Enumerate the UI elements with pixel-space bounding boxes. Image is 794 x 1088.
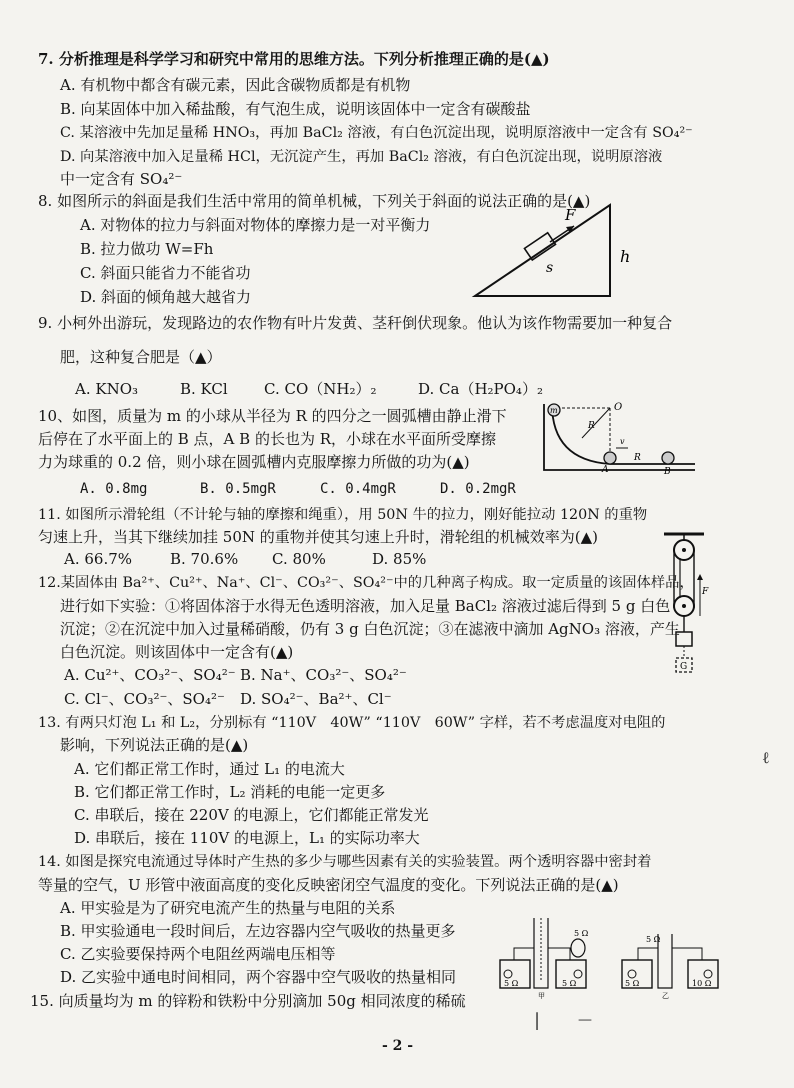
label-o: O <box>614 402 623 413</box>
q13-option-a: A. 它们都正常工作时，通过 L₁ 的电流大 <box>74 760 345 778</box>
q14-option-b: B. 甲实验通电一段时间后，左边容器内空气吸收的热量更多 <box>60 922 456 940</box>
q10-option-b: B. 0.5mgR <box>200 481 276 497</box>
q9-stem-line1: 9. 小柯外出游玩，发现路边的农作物有叶片发黄、茎秆倒伏现象。他认为该作物需要加一种复合 <box>38 314 673 332</box>
label-a: A <box>602 465 609 474</box>
q9-option-d: D. Ca（H₂PO₄）₂ <box>418 380 543 398</box>
q13-option-b: B. 它们都正常工作时，L₂ 消耗的电能一定更多 <box>74 783 386 801</box>
q11-option-a: A. 66.7% <box>64 550 133 568</box>
yi-resistor-right: 10 Ω <box>692 979 712 988</box>
arc-track-figure <box>530 398 700 474</box>
q10-stem-line1: 10、如图，质量为 m 的小球从半径为 R 的四分之一圆弧槽由静止滑下 <box>38 407 507 425</box>
q7-option-b: B. 向某固体中加入稀盐酸，有气泡生成，说明该固体中一定含有碳酸盐 <box>60 100 531 118</box>
q11-option-d: D. 85% <box>372 550 427 568</box>
q12-option-d: D. SO₄²⁻、Ba²⁺、Cl⁻ <box>240 690 392 708</box>
label-g: G <box>680 662 688 672</box>
q12-stem-line3: 沉淀；②在沉淀中加入过量稀硝酸，仍有 3 g 白色沉淀；③在滤液中滴加 AgNO₃ 溶液，产生 <box>60 620 680 638</box>
jia-resistor-right: 5 Ω <box>562 979 577 988</box>
q14-stem-line1: 14. 如图是探究电流通过导体时产生热的多少与哪些因素有关的实验装置。两个透明容器中密封着 <box>38 854 652 870</box>
q9-option-a: A. KNO₃ <box>75 380 139 398</box>
label-v: v <box>620 437 625 446</box>
q14-stem-line2: 等量的空气，U 形管中液面高度的变化反映密闭空气温度的变化。下列说法正确的是(▲) <box>38 876 619 894</box>
scan-mark: — <box>578 1012 592 1028</box>
q13-stem-line2: 影响，下列说法正确的是(▲) <box>60 736 249 754</box>
q10-option-d: D. 0.2mgR <box>440 481 516 497</box>
q11-option-c: C. 80% <box>272 550 326 568</box>
scan-mark: | <box>534 1010 541 1031</box>
yi-resistor-top: 5 Ω <box>646 935 661 944</box>
label-r2: R <box>634 453 641 463</box>
q7-stem: 7. 分析推理是科学学习和研究中常用的思维方法。下列分析推理正确的是(▲) <box>38 50 550 68</box>
q11-stem-line1: 11. 如图所示滑轮组（不计轮与轴的摩擦和绳重），用 50N 牛的拉力，刚好能拉动 120N 的重物 <box>38 507 648 523</box>
scan-mark: ℓ <box>762 748 770 767</box>
label-r1: R <box>588 421 595 431</box>
q9-option-c: C. CO（NH₂）₂ <box>264 380 377 398</box>
label-s: s <box>546 260 554 276</box>
label-h: h <box>620 247 631 266</box>
q11-option-b: B. 70.6% <box>170 550 239 568</box>
q10-option-a: A. 0.8mg <box>80 481 148 497</box>
label-f: F <box>565 206 576 224</box>
q14-option-c: C. 乙实验要保持两个电阻丝两端电压相等 <box>60 945 336 963</box>
q8-option-c: C. 斜面只能省力不能省功 <box>80 264 251 282</box>
q8-option-b: B. 拉力做功 W=Fh <box>80 240 214 258</box>
q15-stem-line1: 15. 向质量均为 m 的锌粉和铁粉中分别滴加 50g 相同浓度的稀硫 <box>30 992 466 1010</box>
q12-stem-line4: 白色沉淀。则该固体中一定含有(▲) <box>60 643 294 661</box>
q13-option-d: D. 串联后，接在 110V 的电源上，L₁ 的实际功率大 <box>74 829 420 847</box>
q12-stem-line2: 进行如下实验：①将固体溶于水得无色透明溶液，加入足量 BaCl₂ 溶液过滤后得到 5 g 白色 <box>60 597 671 615</box>
q7-option-a: A. 有机物中都含有碳元素，因此含碳物质都是有机物 <box>60 76 411 94</box>
q14-option-a: A. 甲实验是为了研究电流产生的热量与电阻的关系 <box>60 899 396 917</box>
q9-option-b: B. KCl <box>180 380 228 398</box>
q12-option-a: A. Cu²⁺、CO₃²⁻、SO₄²⁻ <box>64 666 236 684</box>
q7-option-d-line1: D. 向某溶液中加入足量稀 HCl，无沉淀产生，再加 BaCl₂ 溶液，有白色沉淀出现，说明原溶液 <box>60 149 663 165</box>
q14-option-d: D. 乙实验中通电时间相同，两个容器中空气吸收的热量相同 <box>60 968 457 986</box>
q7-option-d-line2: 中一定含有 SO₄²⁻ <box>60 170 183 188</box>
apparatus-yi <box>622 934 718 1000</box>
q7-option-c: C. 某溶液中先加足量稀 HNO₃，再加 BaCl₂ 溶液，有白色沉淀出现，说明原溶液中一定含有 SO₄²⁻ <box>60 125 693 141</box>
yi-caption: 乙 <box>662 992 669 1000</box>
jia-caption: 甲 <box>538 992 545 1000</box>
label-m: m <box>550 406 558 415</box>
apparatus-jia <box>500 918 589 1000</box>
q8-option-d: D. 斜面的倾角越大越省力 <box>80 288 252 306</box>
q12-stem-line1: 12.某固体由 Ba²⁺、Cu²⁺、Na⁺、Cl⁻、CO₃²⁻、SO₄²⁻中的几种离子构成。取一定质量的该固体样品， <box>38 575 694 591</box>
q13-stem-line1: 13. 有两只灯泡 L₁ 和 L₂，分别标有 “110V 40W” “110V 60W” 字样，若不考虑温度对电阻的 <box>38 715 666 731</box>
page-number: - 2 - <box>382 1038 414 1054</box>
label-f: F <box>702 587 709 597</box>
q8-stem: 8. 如图所示的斜面是我们生活中常用的简单机械，下列关于斜面的说法正确的是(▲) <box>38 192 591 210</box>
q13-option-c: C. 串联后，接在 220V 的电源上，它们都能正常发光 <box>74 806 429 824</box>
q12-option-c: C. Cl⁻、CO₃²⁻、SO₄²⁻ <box>64 690 225 708</box>
q9-stem-line2: 肥，这种复合肥是（▲） <box>60 348 222 366</box>
jia-resistor-left: 5 Ω <box>504 979 519 988</box>
yi-resistor-left: 5 Ω <box>625 979 640 988</box>
q10-stem-line3: 力为球重的 0.2 倍，则小球在圆弧槽内克服摩擦力所做的功为(▲) <box>38 453 470 471</box>
label-b: B <box>664 467 671 474</box>
q11-stem-line2: 匀速上升，当其下继续加挂 50N 的重物并使其匀速上升时，滑轮组的机械效率为(▲) <box>38 528 598 546</box>
q10-stem-line2: 后停在了水平面上的 B 点，A B 的长也为 R，小球在水平面所受摩擦 <box>38 430 497 448</box>
q12-option-b: B. Na⁺、CO₃²⁻、SO₄²⁻ <box>240 666 407 684</box>
jia-resistor-top: 5 Ω <box>574 929 589 938</box>
incline-figure <box>470 200 640 305</box>
q8-option-a: A. 对物体的拉力与斜面对物体的摩擦力是一对平衡力 <box>80 216 431 234</box>
joule-heating-figure <box>496 898 726 1000</box>
q10-option-c: C. 0.4mgR <box>320 481 396 497</box>
